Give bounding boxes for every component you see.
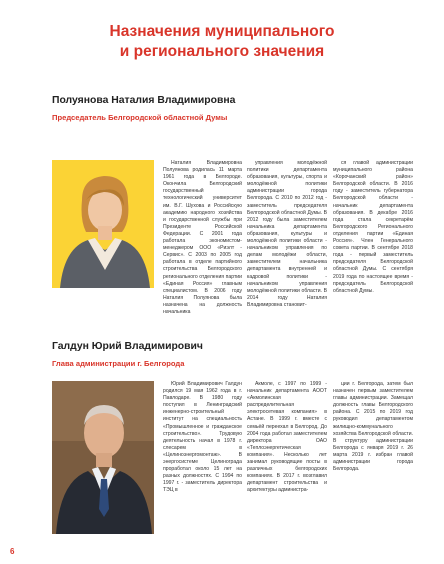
portrait-illustration (52, 381, 154, 534)
bio-column-1 (163, 160, 242, 318)
bio-column-1 (163, 381, 242, 496)
portrait-photo (52, 160, 154, 288)
portrait-photo (52, 381, 154, 534)
bio-column-2 (247, 381, 327, 496)
portrait-illustration (52, 160, 154, 288)
bio-text: ции г. Белгорода, затем был назначен первым заместителем главы администрации. Замещал должность главы Белгородского района. С 2015 по 2019 год руководил департаментом жилищно-коммунального хозяйства Белгородской области. В структуру администрации Белгорода с января 2019 г. 26 марта 2019 г. избран главой администрации города Белгорода. (333, 381, 413, 473)
bio-text: ся главой администрации муниципального района «Корочанский район» Белгородской области. В 2016 году - заместитель губернатора Белгородской области - начальник департамента образования. В декабре 2016 года стала секретарём Белгородского Регионального отделения партии «Единая Россия». Член Генерального совета партии. В сентябре 2018 года - первый заместитель председателя Белгородской областной Думы. С сентября 2019 года по настоящее время - председатель Белгородской областной Думы. (333, 160, 413, 294)
person-name: Полуянова Наталия Владимировна (52, 95, 236, 106)
page-title-line-2: и регионального значения (119, 43, 325, 60)
page-title (0, 22, 444, 62)
person-name: Галдун Юрий Владимирович (52, 341, 203, 352)
page-number: 6 (10, 547, 15, 556)
person-role: Глава администрации г. Белгорода (52, 359, 185, 368)
bio-text: управления молодёжной политики департамента образования, культуры, спорта и молодёжной политики администрации города Белгорода. С 2010 по 2012 год - заместитель председателя Белгородской областной Думы. В 2012 году была заместителем начальника департамента образования, культуры и молодёжной политики области - начальником управления по делам молодёжи области, заместителем начальника департамента внутренней и кадровой политики - начальником управления молодёжной политики области. В 2014 году Наталия Владимировна становит- (247, 160, 327, 308)
bio-text: Наталия Владимировна Полуянова родилась 11 марта 1961 года в Белгороде. Окончила Белгородский государственный технологический университет им. В.Г. Шухова и Российскую академию народного хозяйства и государственной службы при Президенте Российской Федерации. С 2001 года работала экономистом-менеджером ООО «Риэлт - Сервис». С 2003 по 2005 год работала в отделе партийного строительства Белгородского регионального отделения партии «Единая Россия» главным специалистом. В 2006 году Наталия Полуянова была назначена на должность начальника (163, 160, 242, 315)
person-role: Председатель Белгородской областной Думы (52, 113, 228, 122)
bio-column-2 (247, 160, 327, 310)
bio-column-3 (333, 160, 413, 296)
bio-column-3 (333, 381, 413, 475)
bio-text: Юрий Владимирович Галдун родился 19 мая 1962 года в г. Павлодаре. В 1980 году поступил в Ленинградский инженерно-строительный институт на специальность «Промышленное и гражданское строительство». Трудовую деятельность начал в 1978 г. слесарем в «Целиноэнергомонтаж». В энергосистеме Целинограда проработал около 15 лет на разных должностях. С 1994 по 1997 г. - заместитель директора ТЭЦ в (163, 381, 242, 494)
bio-text: Акмоле, с 1997 по 1999 - начальник департамента АООТ «Акмолинская распределительная электросетевая компания» в Астане. В 1999 г. вместе с семьёй переехал в Белгород. До 2004 года работал заместителем директора ОАО «Теплоэнергетическая компания». Несколько лет занимал руководящие посты в различных белгородских компаниях. В 2017 г. возглавил департамент строительства и архитектуры администра- (247, 381, 327, 494)
page-title-line-1: Назначения муниципального (109, 23, 335, 40)
